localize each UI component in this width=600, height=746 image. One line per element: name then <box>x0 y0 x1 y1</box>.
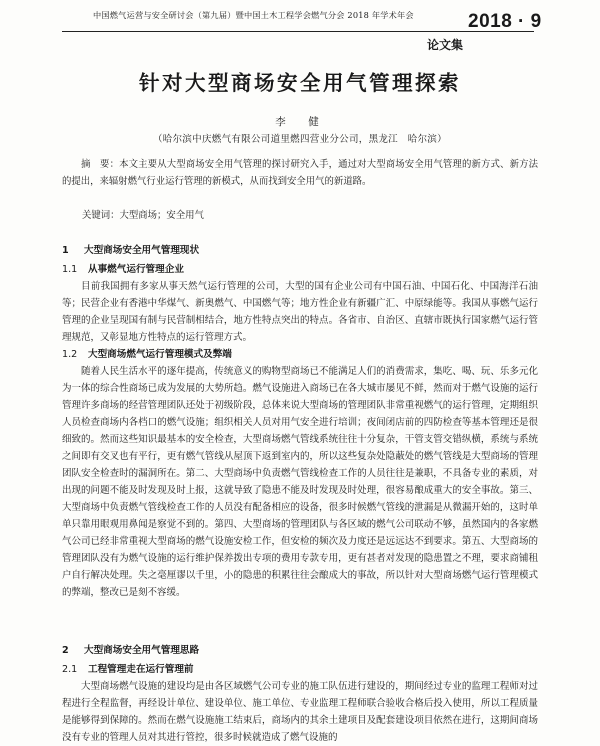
section-title: 大型商场安全用气管理现状 <box>84 245 200 256</box>
section-heading <box>62 642 199 656</box>
section-number: 2 <box>62 645 69 656</box>
subsection-heading <box>62 261 184 275</box>
section-heading <box>62 242 199 256</box>
subsection-heading <box>62 661 194 675</box>
author-affiliation: （哈尔滨中庆燃气有限公司道里燃四营业分公司，黑龙江 哈尔滨） <box>152 134 447 145</box>
keywords: 关键词：大型商场；安全用气 <box>82 210 204 221</box>
section-number: 1 <box>62 245 69 256</box>
abstract-text: 摘 要：本文主要从大型商场安全用气管理的探讨研究入手，通过对大型商场安全用气管理的新方式、新方法的提出，来辐射燃气行业运行管理的新模式，从而找到安全用气的新道路。 <box>62 159 538 187</box>
subsection-title: 从事燃气运行管理企业 <box>88 264 184 275</box>
body-paragraph: 随着人民生活水平的逐年提高，传统意义的购物型商场已不能满足人们的消费需求，集吃、喝、玩、乐多元化为一体的综合性商场已成为发展的大势所趋。燃气设施进入商场已在各大城市屡见不鲜，然而对于燃气设施的运行管理许多商场的经营管理团队还处于初级阶段，总体来说大型商场的管理团队非常重视燃气的运行管理，定期组织人员检查商场内各档口的燃气设施；组织相关人员对用气安全进行培训；夜间闭店前的四防检查等基本管理还是很细致的。然而这些知识最基本的安全检查，大型商场燃气管线系统往往十分复杂，干管支管交错纵横，系统与系统之间即有交叉也有平行，更有燃气管线从屋顶下返到室内的，所以这些复杂处隐蔽处的燃气管线是大型商场的管理团队安全检查时的漏洞所在。第二、大型商场中负责燃气管线检查工作的人员往往是兼职，不具备专业的素质，对出现的问题不能及时发现及时上报，这就导致了隐患不能及时发现及时处理，很容易酿成重大的安全事故。第三、大型商场中负责燃气管线检查工作的人员没有配备相应的设备，很多时候燃气管线的泄漏是从微漏开始的，这时单单只靠用眼观用鼻闻是察觉不到的。第四、大型商场的管理团队与各区域的燃气公司联动不够，虽然国内的各家燃气公司已经非常重视大型商场的燃气设施安检工作，但安检的频次及力度还是远远达不到要求。第五、大型商场的管理团队没有为燃气设施的运行维护保养拨出专项的费用专款专用，更有甚者对发现的隐患置之不理，要求商铺租户自行解决处理。失之毫厘谬以千里，小的隐患的积累往往会酿成大的事故，所以针对大型商场燃气运行管理模式的弊端，整改已是刻不容缓。 <box>62 366 538 598</box>
subsection-title: 大型商场燃气运行管理模式及弊端 <box>88 349 232 360</box>
subsection-number: 1.1 <box>62 264 78 275</box>
body-paragraph: 目前我国拥有多家从事天然气运行管理的公司，大型的国有企业公司有中国石油、中国石化、中国海洋石油等；民营企业有香港中华煤气、新奥燃气、中国燃气等；地方性企业有新疆广汇、中原绿能等。我国从事燃气运行管理的企业呈现国有制与民营制相结合，地方性特点突出的特点。各省市、自治区、直辖市既执行国家燃气运行管理规范，又彰显地方性特点的运行管理方式。 <box>62 281 538 343</box>
section-title: 大型商场安全用气管理思路 <box>84 645 200 656</box>
subsection-number: 2.1 <box>62 664 78 675</box>
subsection-title: 工程管理走在运行管理前 <box>88 664 194 675</box>
collection-label: 论文集 <box>427 38 464 52</box>
header-divider <box>62 31 534 32</box>
subsection-heading <box>62 346 232 360</box>
issue-date: 2018 · 9 <box>468 11 542 32</box>
body-paragraph: 大型商场燃气设施的建设均是由各区域燃气公司专业的施工队伍进行建设的，期间经过专业的监理工程师对过程进行全程监督，再经设计单位、建设单位、施工单位、专业监理工程师联合验收合格后投入使用，所以工程质量是能够得到保障的。然而在燃气设施施工结束后，商场内的其余土建项目及配套建设项目依然在进行，这期间商场没有专业的管理人员对其进行管控，很多时候就造成了燃气设施的 <box>62 681 538 743</box>
conference-header: 中国燃气运营与安全研讨会（第九届）暨中国土木工程学会燃气分会 2018 年学术年会 <box>93 10 414 20</box>
author-name: 李 健 <box>275 116 325 128</box>
article-title: 针对大型商场安全用气管理探索 <box>139 71 461 95</box>
subsection-number: 1.2 <box>62 349 78 360</box>
